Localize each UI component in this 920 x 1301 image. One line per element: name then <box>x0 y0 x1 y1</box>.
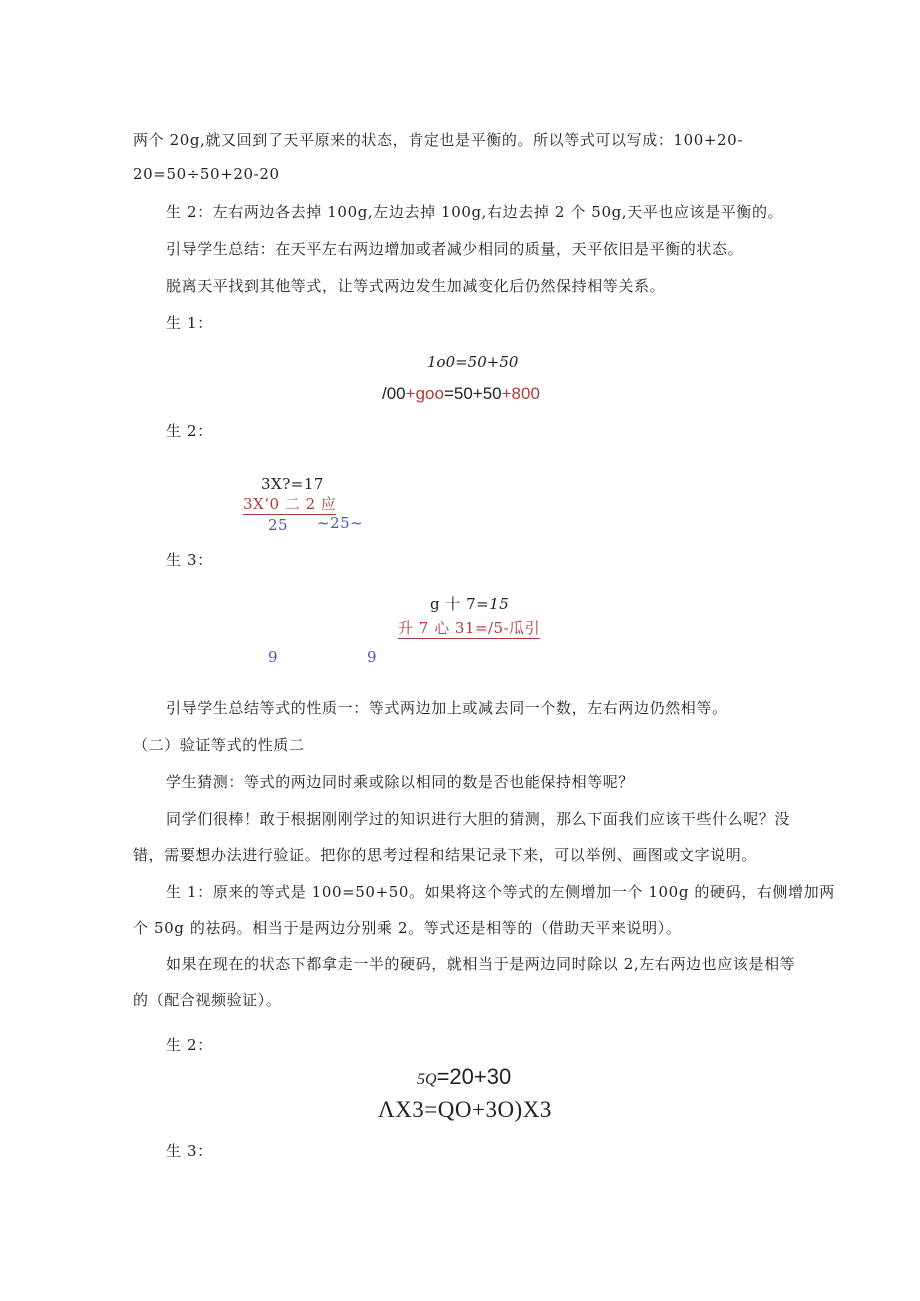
paragraph-text: 同学们很棒！敢于根据刚刚学过的知识进行大胆的猜测，那么下面我们应该干些什么呢？没 <box>166 810 791 828</box>
equation <box>430 594 509 614</box>
student-label: 生 2： <box>166 1036 213 1054</box>
equation-part: +goo <box>405 384 444 403</box>
equation: 1o0=50+50 <box>427 353 519 371</box>
paragraph-text: 生 1：原来的等式是 100=50+50。如果将这个等式的左侧增加一个 100g 的硬码，右侧增加两 <box>166 883 835 901</box>
paragraph-text: 20=50÷50+20-20 <box>133 165 280 183</box>
equation <box>398 618 540 638</box>
equation-part: 15 <box>489 595 510 613</box>
paragraph-text: 如果在现在的状态下都拿走一半的硬码，就相当于是两边同时除以 2,左右两边也应该是相等 <box>166 955 796 973</box>
paragraph-text: 个 50g 的祛码。相当于是两边分别乘 2。等式还是相等的（借助天平来说明）。 <box>133 919 682 937</box>
equation <box>417 1064 511 1093</box>
student-label: 生 3： <box>166 551 213 569</box>
equation <box>382 384 540 404</box>
equation: 3X?=17 <box>261 475 324 493</box>
paragraph-text: 引导学生总结：在天平左右两边增加或者减少相同的质量，天平依旧是平衡的状态。 <box>166 240 744 258</box>
equation: ΛX3=QO+3O)X3 <box>378 1097 552 1122</box>
equation: 9 <box>367 648 378 666</box>
paragraph-text: 两个 20g,就又回到了天平原来的状态，肯定也是平衡的。所以等式可以写成：100+20- <box>133 131 743 149</box>
equation-part: 3X‘0 二 2 应 <box>243 495 337 513</box>
paragraph-text: 引导学生总结等式的性质一：等式两边加上或减去同一个数，左右两边仍然相等。 <box>166 699 728 717</box>
equation: 9 <box>268 648 279 666</box>
equation: ~25~ <box>317 514 364 532</box>
paragraph-text: 错，需要想办法进行验证。把你的思考过程和结果记录下来，可以举例、画图或文字说明。 <box>133 846 758 864</box>
paragraph-text: 学生猜测：等式的两边同时乘或除以相同的数是否也能保持相等呢？ <box>166 773 635 791</box>
paragraph-text: 的（配合视频验证）。 <box>133 991 282 1009</box>
paragraph-text: 脱离天平找到其他等式，让等式两边发生加减变化后仍然保持相等关系。 <box>166 277 666 295</box>
paragraph-text: 生 2：左右两边各去掉 100g,左边去掉 100g,右边去掉 2 个 50g,天平也应该是平衡的。 <box>166 203 784 221</box>
student-label: 生 2： <box>166 422 213 440</box>
equation-part: g 十 7= <box>430 595 490 613</box>
equation-part: +800 <box>501 384 540 403</box>
equation <box>243 494 336 514</box>
student-label: 生 1： <box>166 314 213 332</box>
equation: 25 <box>268 516 289 534</box>
equation-part: =20+30 <box>436 1064 512 1089</box>
equation-part: =50+50 <box>443 384 502 403</box>
equation-part: /00 <box>382 384 406 403</box>
equation-part: 5Q <box>417 1071 437 1088</box>
section-heading: （二）验证等式的性质二 <box>133 736 305 754</box>
equation-part: 升 7 心 31=/5-瓜引 <box>398 619 541 637</box>
student-label: 生 3： <box>166 1142 213 1160</box>
